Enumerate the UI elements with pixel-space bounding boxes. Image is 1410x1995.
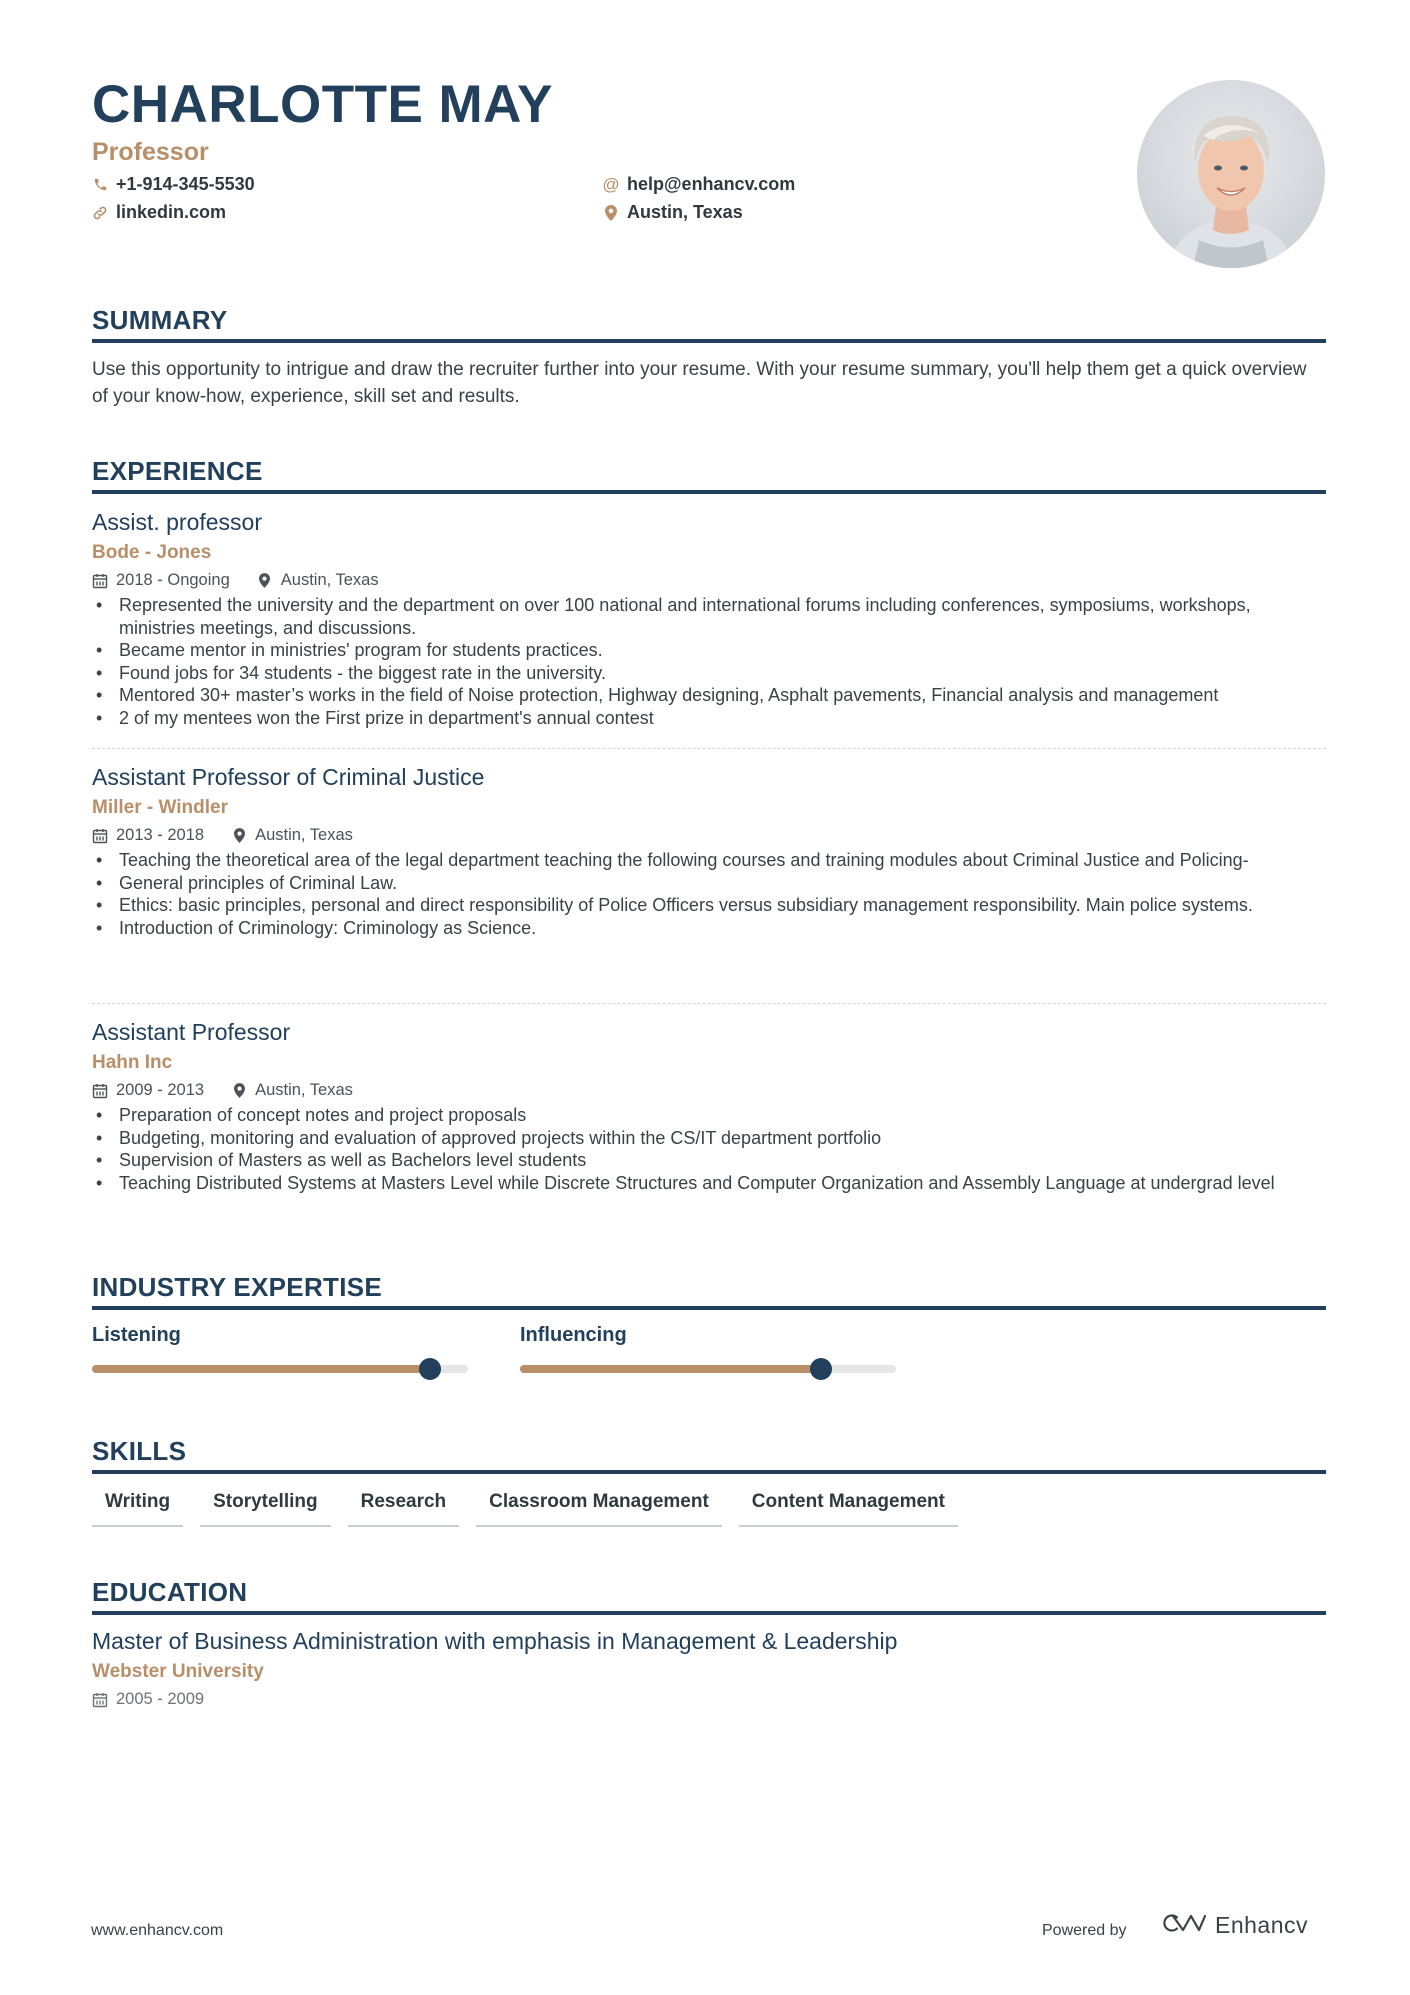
- expertise-bar-fill: [520, 1365, 821, 1373]
- enhancv-logo[interactable]: [1161, 1911, 1308, 1940]
- contact-website[interactable]: [92, 202, 226, 223]
- job-bullet: • Introduction of Criminology: Criminology as Science.: [92, 917, 1326, 940]
- experience-heading: EXPERIENCE: [92, 456, 263, 486]
- contact-email[interactable]: [603, 174, 795, 195]
- calendar-icon: [92, 1082, 108, 1099]
- job-entry: [92, 505, 1326, 729]
- job-title: Assistant Professor of Criminal Justice: [92, 764, 485, 790]
- job-bullets: [92, 594, 1326, 729]
- job-dates: 2009 - 2013: [116, 1081, 205, 1099]
- expertise-label: Influencing: [520, 1324, 627, 1346]
- skill-tag: Content Management: [739, 1489, 958, 1527]
- job-bullet: • Preparation of concept notes and project proposals: [92, 1104, 1326, 1127]
- job-bullet: • Teaching the theoretical area of the legal department teaching the following courses and training modules about Criminal Justice and Policing-: [92, 849, 1326, 872]
- job-bullets: [92, 1104, 1326, 1194]
- expertise-rule: [92, 1306, 1326, 1310]
- summary-rule: [92, 339, 1326, 343]
- job-divider: [92, 1003, 1326, 1004]
- location-pin-icon: [257, 572, 273, 589]
- job-bullet: • Found jobs for 34 students - the biggest rate in the university.: [92, 662, 1326, 685]
- candidate-name: CHARLOTTE MAY: [92, 75, 553, 134]
- contact-phone-text: +1-914-345-5530: [116, 174, 255, 194]
- phone-icon: [92, 176, 108, 194]
- expertise-bar: [92, 1365, 468, 1373]
- contact-email-text[interactable]: help@enhancv.com: [627, 174, 796, 194]
- expertise-bar-knob: [810, 1358, 832, 1380]
- expertise-bar: [520, 1365, 896, 1373]
- calendar-icon: [92, 827, 108, 844]
- job-bullet: • Teaching Distributed Systems at Masters Level while Discrete Structures and Computer Organization and Assembly Language at undergrad level: [92, 1172, 1326, 1195]
- expertise-bar-knob: [419, 1358, 441, 1380]
- job-bullet: • Budgeting, monitoring and evaluation of approved projects within the CS/IT department portfolio: [92, 1127, 1326, 1150]
- job-entry: [92, 1015, 1326, 1194]
- skill-tag: Research: [348, 1489, 460, 1527]
- at-icon: @: [602, 174, 620, 194]
- location-pin-icon: [231, 1082, 247, 1099]
- expertise-label: Listening: [92, 1324, 181, 1346]
- job-dates: 2018 - Ongoing: [116, 571, 230, 589]
- contact-phone: [92, 174, 255, 195]
- education-heading: EDUCATION: [92, 1577, 248, 1607]
- expertise-bar-fill: [92, 1365, 430, 1373]
- skills-rule: [92, 1470, 1326, 1474]
- contact-website-text[interactable]: linkedin.com: [116, 202, 227, 222]
- job-bullet: • Ethics: basic principles, personal and direct responsibility of Police Officers versus subsidiary management responsibility. Main police systems.: [92, 894, 1326, 917]
- job-meta: [92, 567, 1326, 594]
- education-school: Webster University: [92, 1661, 264, 1682]
- footer-url[interactable]: www.enhancv.com: [91, 1922, 224, 1939]
- profile-photo: [1137, 80, 1325, 268]
- experience-rule: [92, 490, 1326, 494]
- job-bullet: • Supervision of Masters as well as Bachelors level students: [92, 1149, 1326, 1172]
- skill-tag: Storytelling: [200, 1489, 331, 1527]
- education-meta: [92, 1686, 1326, 1713]
- calendar-icon: [92, 572, 108, 589]
- job-title: Assistant Professor: [92, 1019, 291, 1045]
- enhancv-logo-text: Enhancv: [1215, 1912, 1309, 1938]
- education-dates: 2005 - 2009: [116, 1690, 205, 1708]
- job-bullet: • General principles of Criminal Law.: [92, 872, 1326, 895]
- enhancv-logo-icon: [1161, 1911, 1207, 1940]
- expertise-heading: INDUSTRY EXPERTISE: [92, 1272, 383, 1302]
- job-title: Assist. professor: [92, 509, 262, 535]
- job-entry: [92, 760, 1326, 939]
- job-company: Bode - Jones: [92, 542, 212, 563]
- job-bullet: • Became mentor in ministries' program for students practices.: [92, 639, 1326, 662]
- skills-list: [92, 1489, 975, 1527]
- link-icon: [92, 204, 108, 222]
- job-divider: [92, 748, 1326, 749]
- contact-location-text: Austin, Texas: [627, 202, 743, 222]
- candidate-role: Professor: [92, 138, 209, 166]
- summary-text: Use this opportunity to intrigue and draw the recruiter further into your resume. With your resume summary, you'll help them get a quick overview of your know-how, experience, skill set and results.: [92, 359, 1307, 407]
- job-meta: [92, 1077, 1326, 1104]
- job-bullet: • Mentored 30+ master’s works in the field of Noise protection, Highway designing, Asphalt pavements, Financial analysis and management: [92, 684, 1326, 707]
- job-location: Austin, Texas: [255, 826, 353, 844]
- location-pin-icon: [603, 204, 619, 222]
- education-entry: [92, 1624, 1326, 1713]
- contact-location: [603, 202, 743, 223]
- job-company: Hahn Inc: [92, 1052, 173, 1073]
- location-pin-icon: [231, 827, 247, 844]
- job-bullets: [92, 849, 1326, 939]
- education-rule: [92, 1611, 1326, 1615]
- summary-heading: SUMMARY: [92, 305, 228, 335]
- calendar-icon: [92, 1691, 108, 1708]
- skill-tag: Classroom Management: [476, 1489, 722, 1527]
- job-company: Miller - Windler: [92, 797, 229, 818]
- job-meta: [92, 822, 1326, 849]
- job-location: Austin, Texas: [280, 571, 379, 589]
- education-degree: Master of Business Administration with emphasis in Management & Leadership: [92, 1628, 898, 1654]
- skills-heading: SKILLS: [92, 1436, 187, 1466]
- job-bullet: • 2 of my mentees won the First prize in department's annual contest: [92, 707, 1326, 730]
- job-location: Austin, Texas: [255, 1081, 353, 1099]
- skill-tag: Writing: [92, 1489, 183, 1527]
- footer-powered-by: Powered by: [1042, 1922, 1127, 1939]
- job-dates: 2013 - 2018: [116, 826, 205, 844]
- job-bullet: • Represented the university and the department on over 100 national and international forums including conferences, symposiums, workshops, ministries meetings, and discussions.: [92, 594, 1326, 639]
